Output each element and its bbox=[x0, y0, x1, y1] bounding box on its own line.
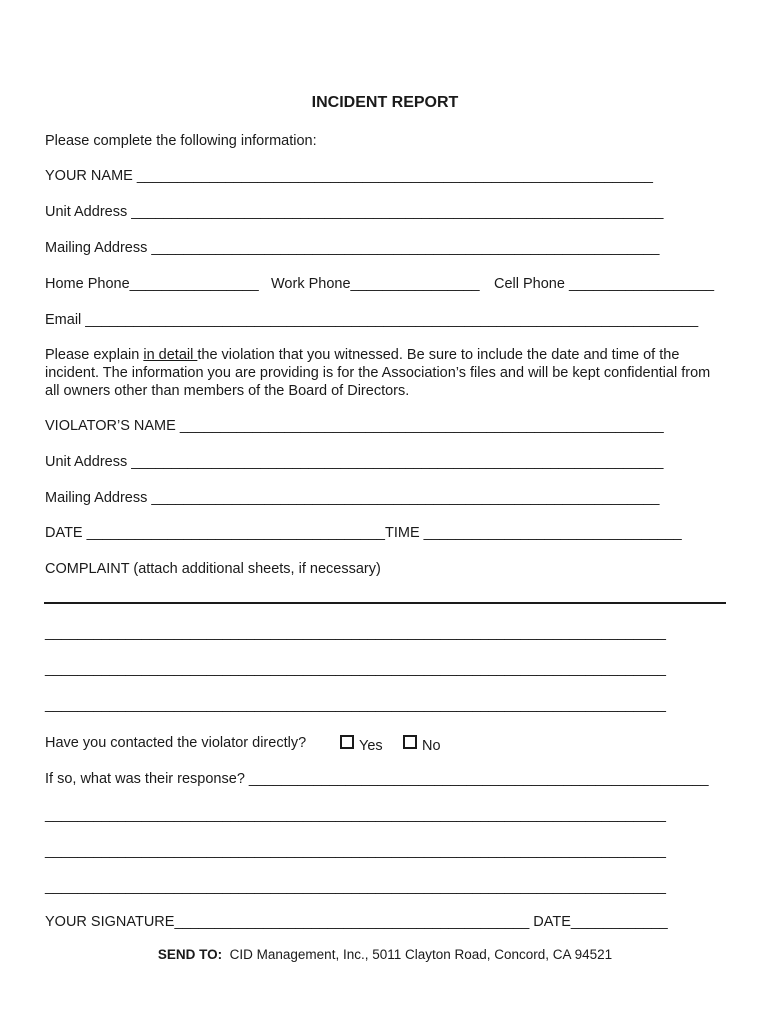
send-to-label: SEND TO: bbox=[157, 947, 223, 962]
reporter-mailing-address-field[interactable]: Mailing Address _______________________________________________________________ bbox=[45, 240, 660, 256]
home-phone-field[interactable]: Home Phone________________ bbox=[45, 276, 259, 292]
response-field[interactable]: If so, what was their response? _________________________________________________________ bbox=[45, 771, 709, 787]
yes-checkbox[interactable] bbox=[340, 735, 354, 749]
explanation-paragraph bbox=[45, 346, 725, 400]
cell-phone-field[interactable]: Cell Phone __________________ bbox=[494, 276, 715, 292]
no-label: No bbox=[422, 738, 441, 754]
email-field[interactable]: Email ____________________________________________________________________________ bbox=[45, 312, 699, 328]
complaint-line[interactable]: _____________________________________________________________________________ bbox=[45, 661, 666, 677]
violator-mailing-address-field[interactable]: Mailing Address _______________________________________________________________ bbox=[45, 490, 660, 506]
complaint-first-line[interactable] bbox=[44, 602, 726, 604]
form-title: INCIDENT REPORT bbox=[311, 94, 459, 111]
no-option[interactable] bbox=[403, 735, 441, 754]
violator-unit-address-field[interactable]: Unit Address __________________________________________________________________ bbox=[45, 454, 664, 470]
explanation-after: the violation that you witnessed. Be sure to include the date and time of the incident. The information you are providing is for the Association’s files and will be kept confidential from all owners other than members of the Board of Directors. bbox=[45, 347, 711, 399]
no-checkbox[interactable] bbox=[403, 735, 417, 749]
complaint-line[interactable]: _____________________________________________________________________________ bbox=[45, 697, 666, 713]
complaint-label: COMPLAINT (attach additional sheets, if necessary) bbox=[45, 561, 381, 577]
yes-label: Yes bbox=[359, 738, 383, 754]
complaint-line[interactable]: _____________________________________________________________________________ bbox=[45, 625, 666, 641]
response-line[interactable]: _____________________________________________________________________________ bbox=[45, 843, 666, 859]
work-phone-field[interactable]: Work Phone________________ bbox=[271, 276, 480, 292]
explanation-before: Please explain bbox=[45, 347, 144, 363]
signature-row bbox=[45, 914, 668, 930]
signature-label: YOUR SIGNATURE bbox=[45, 914, 175, 930]
signature-field[interactable]: ____________________________________________ bbox=[174, 914, 530, 930]
response-line[interactable]: _____________________________________________________________________________ bbox=[45, 807, 666, 823]
your-name-field[interactable]: YOUR NAME ________________________________________________________________ bbox=[45, 168, 653, 184]
reporter-unit-address-field[interactable]: Unit Address __________________________________________________________________ bbox=[45, 204, 664, 220]
send-to-footer bbox=[0, 947, 770, 962]
response-line[interactable]: _____________________________________________________________________________ bbox=[45, 879, 666, 895]
send-to-address: CID Management, Inc., 5011 Clayton Road, Concord, CA 94521 bbox=[229, 947, 613, 962]
date-time-field[interactable]: DATE _____________________________________TIME ________________________________ bbox=[45, 525, 682, 541]
yes-option[interactable] bbox=[340, 735, 383, 754]
contact-question: Have you contacted the violator directly? bbox=[45, 735, 307, 751]
intro-text: Please complete the following information: bbox=[45, 133, 317, 149]
violator-name-field[interactable]: VIOLATOR’S NAME ____________________________________________________________ bbox=[45, 418, 664, 434]
signature-date-field[interactable]: DATE____________ bbox=[529, 914, 668, 930]
explanation-underlined: in detail bbox=[143, 347, 198, 363]
